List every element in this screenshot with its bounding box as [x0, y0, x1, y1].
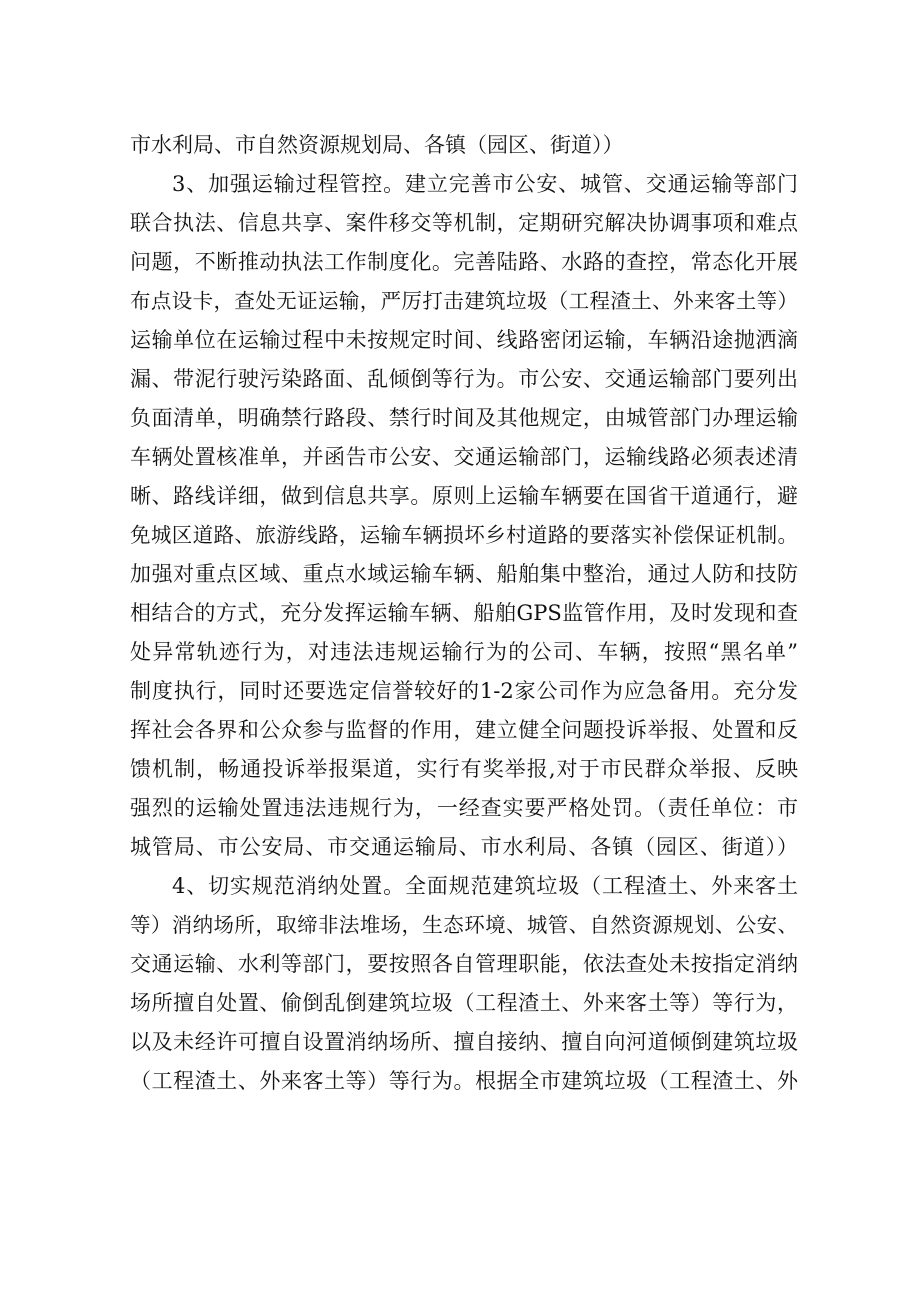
text-line: 交通运输、水利等部门，要按照各自管理职能，依法查处未按指定消纳: [130, 952, 798, 976]
text-line: 以及未经许可擅自设置消纳场所、擅自接纳、擅自向河道倾倒建筑垃圾: [130, 1030, 798, 1054]
text-line: 馈机制，畅通投诉举报渠道，实行有奖举报,对于市民群众举报、反映: [130, 757, 798, 781]
text-line: 漏、带泥行驶污染路面、乱倾倒等行为。市公安、交通运输部门要列出: [130, 367, 798, 391]
text-line: 布点设卡，查处无证运输，严厉打击建筑垃圾（工程渣土、外来客土等）: [130, 289, 798, 313]
text-line: 运输单位在运输过程中未按规定时间、线路密闭运输，车辆沿途抛洒滴: [130, 328, 798, 352]
text-line: 车辆处置核准单，并函告市公安、交通运输部门，运输线路必须表述清: [130, 445, 798, 469]
text-line: 等）消纳场所，取缔非法堆场，生态环境、城管、自然资源规划、公安、: [130, 913, 798, 937]
paragraph-3-heading-line: 3、加强运输过程管控。建立完善市公安、城管、交通运输等部门: [172, 172, 798, 196]
text-line: 处异常轨迹行为，对违法违规运输行为的公司、车辆，按照“黑名单”: [130, 640, 798, 664]
document-body: [130, 126, 798, 1101]
text-line: 强烈的运输处置违法违规行为，一经查实要严格处罚。（责任单位：市: [130, 796, 798, 820]
text-line: 场所擅自处置、偷倒乱倒建筑垃圾（工程渣土、外来客土等）等行为，: [130, 991, 798, 1015]
text-line: 市水利局、市自然资源规划局、各镇（园区、街道））: [130, 133, 624, 157]
text-line: 制度执行，同时还要选定信誉较好的1-2家公司作为应急备用。充分发: [130, 679, 798, 703]
text-line: 挥社会各界和公众参与监督的作用，建立健全问题投诉举报、处置和反: [130, 718, 798, 742]
paragraph-4-heading-line: 4、切实规范消纳处置。全面规范建筑垃圾（工程渣土、外来客土: [172, 874, 798, 898]
text-line: 负面清单，明确禁行路段、禁行时间及其他规定，由城管部门办理运输: [130, 406, 798, 430]
text-line: 相结合的方式，充分发挥运输车辆、船舶GPS监管作用，及时发现和查: [130, 601, 798, 625]
text-line: 联合执法、信息共享、案件移交等机制，定期研究解决协调事项和难点: [130, 211, 798, 235]
text-line: 晰、路线详细，做到信息共享。原则上运输车辆要在国省干道通行，避: [130, 484, 798, 508]
text-line: 免城区道路、旅游线路，运输车辆损坏乡村道路的要落实补偿保证机制。: [130, 523, 798, 547]
text-line: （工程渣土、外来客土等）等行为。根据全市建筑垃圾（工程渣土、外: [130, 1069, 798, 1093]
text-line: 加强对重点区域、重点水域运输车辆、船舶集中整治，通过人防和技防: [130, 562, 798, 586]
text-line: 城管局、市公安局、市交通运输局、市水利局、各镇（园区、街道））: [130, 835, 798, 859]
text-line: 问题，不断推动执法工作制度化。完善陆路、水路的查控，常态化开展: [130, 250, 798, 274]
